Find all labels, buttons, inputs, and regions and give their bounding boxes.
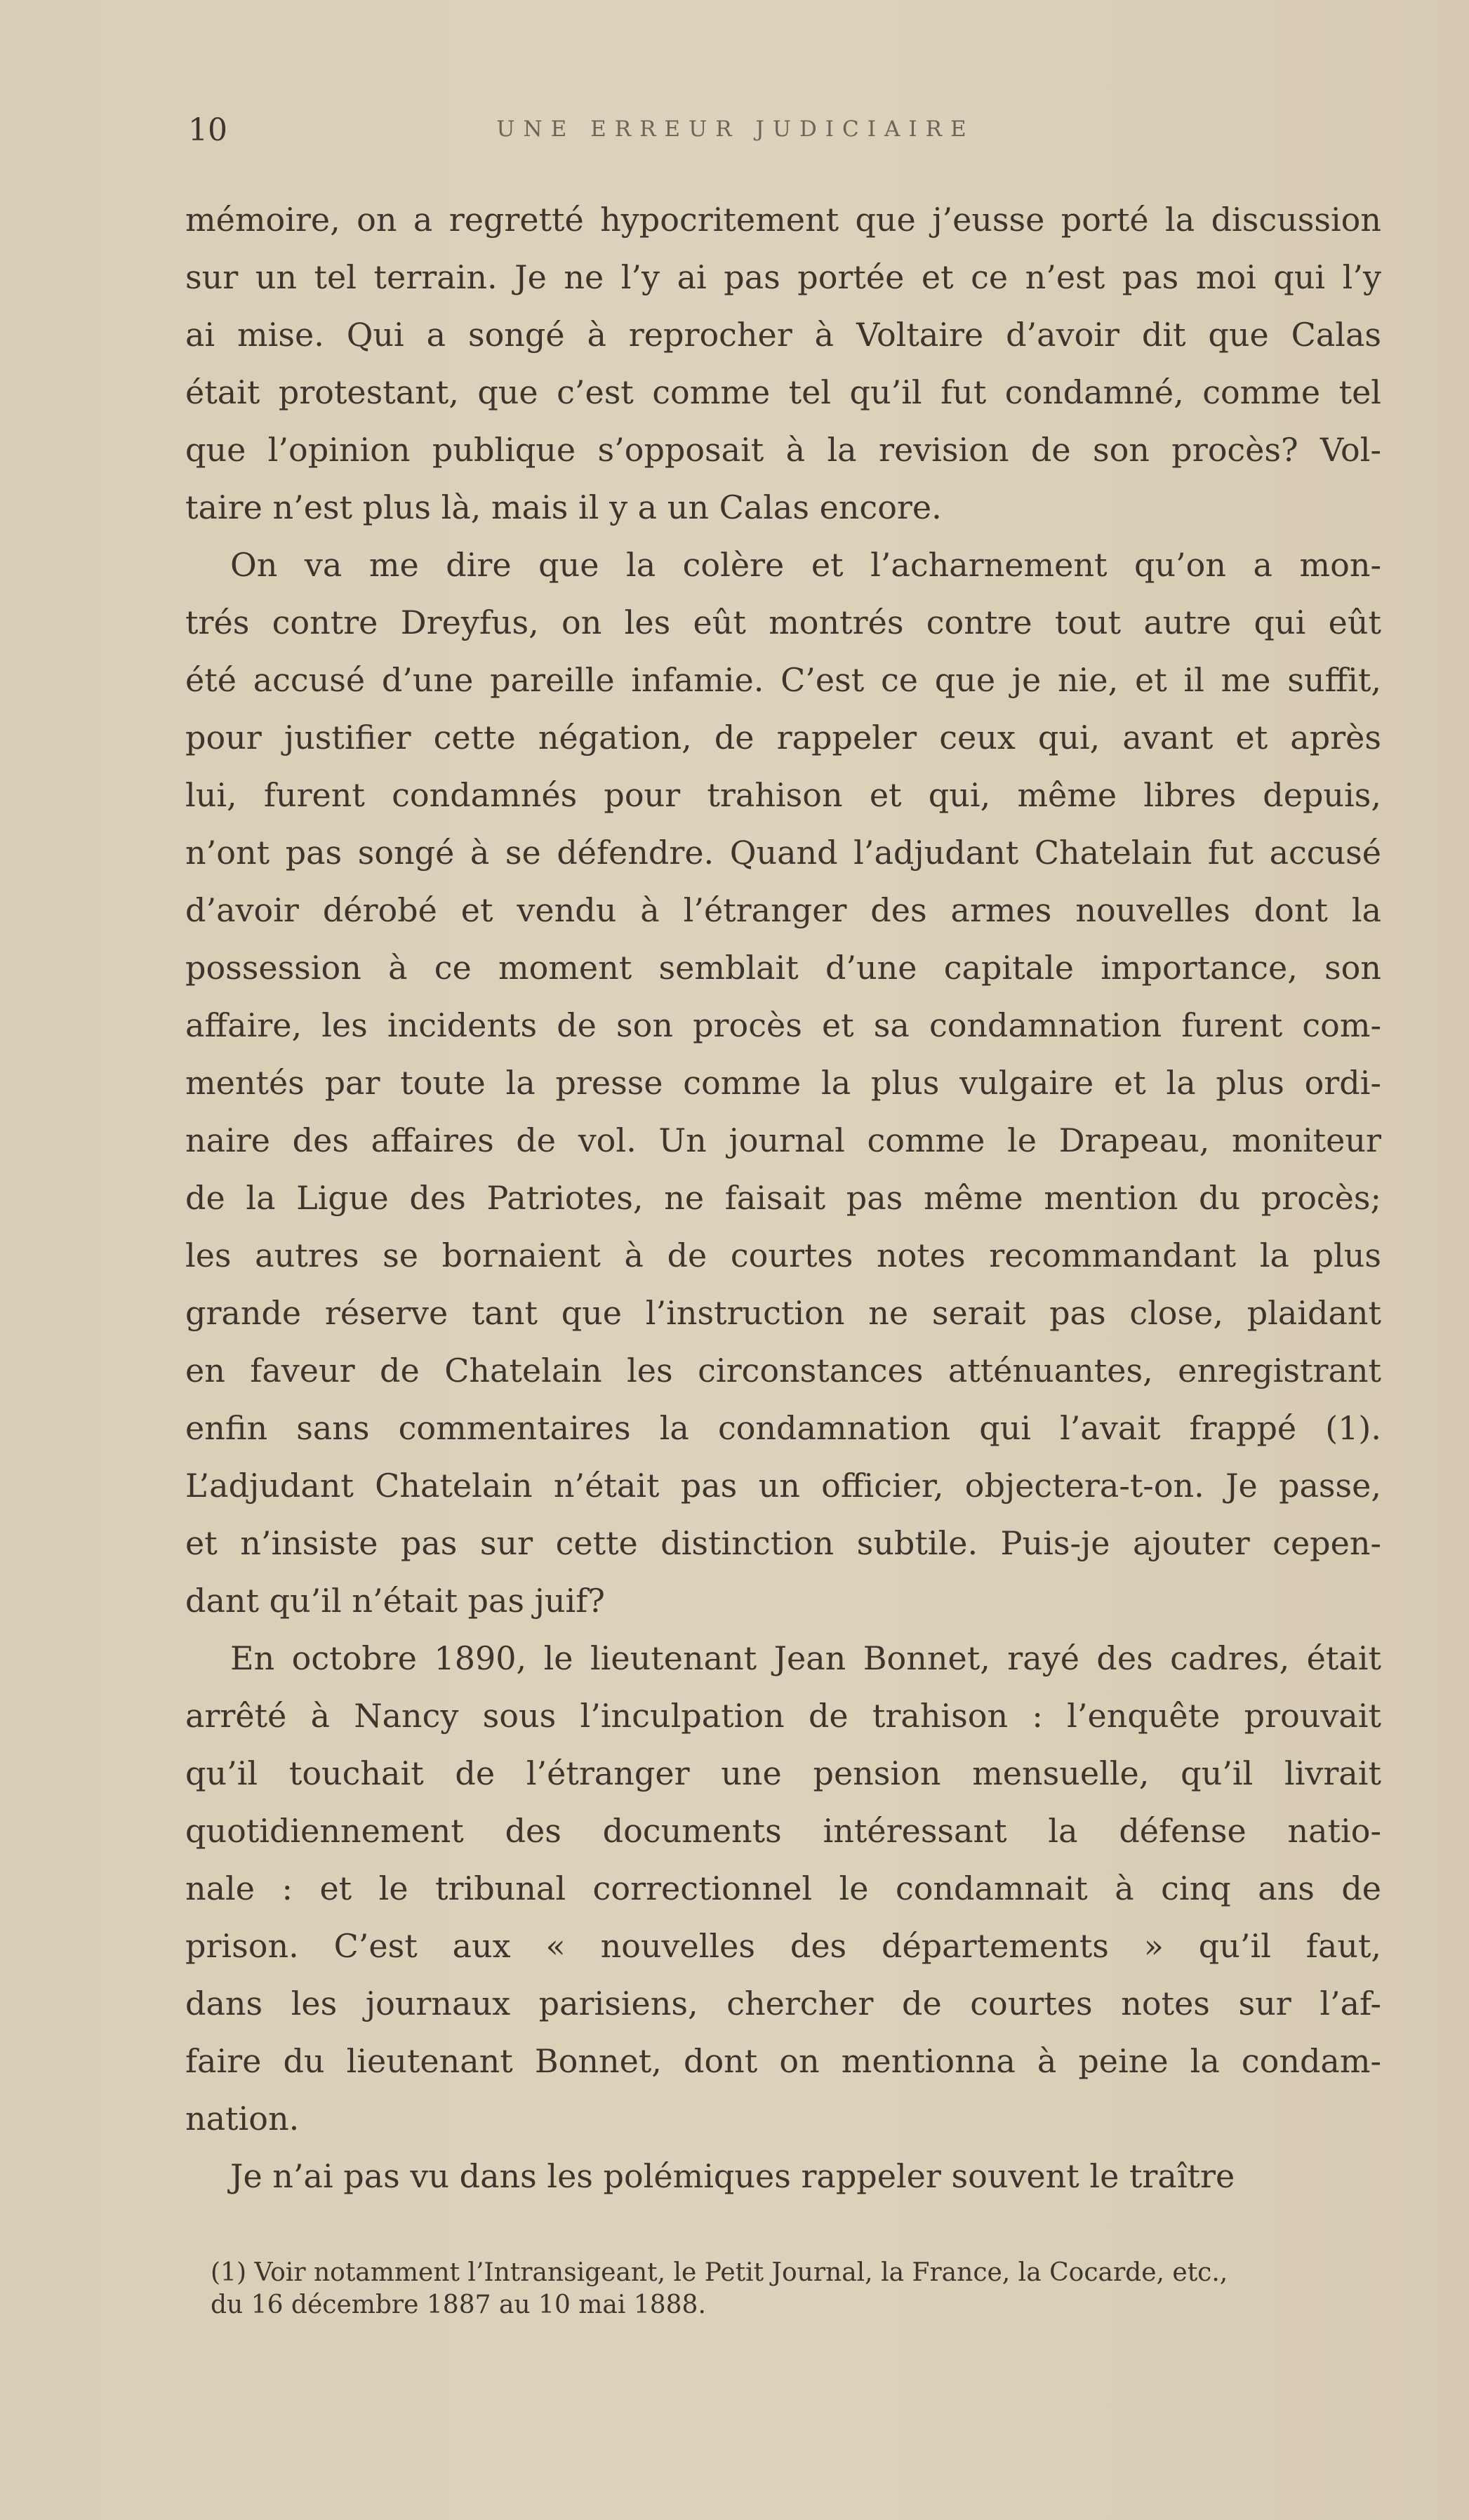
text-line: que l’opinion publique s’opposait à la revision de son procès? Vol- (185, 431, 1381, 469)
text-line: nale : et le tribunal correctionnel le condamnait à cinq ans de (185, 1869, 1381, 1907)
text-line: grande réserve tant que l’instruction ne serait pas close, plaidant (185, 1294, 1381, 1332)
text-line: n’ont pas songé à se défendre. Quand l’adjudant Chatelain fut accusé (185, 834, 1381, 872)
text-line: et n’insiste pas sur cette distinction subtile. Puis-je ajouter cepen- (185, 1524, 1381, 1562)
text-line: naire des affaires de vol. Un journal comme le Drapeau, moniteur (185, 1121, 1381, 1159)
text-line: les autres se bornaient à de courtes notes recommandant la plus (185, 1236, 1381, 1274)
text-line: prison. C’est aux « nouvelles des départements » qu’il faut, (185, 1927, 1381, 1965)
text-line: affaire, les incidents de son procès et sa condamnation furent com- (185, 1006, 1381, 1044)
text-line: On va me dire que la colère et l’acharnement qu’on a mon- (230, 546, 1381, 584)
body-text (185, 191, 1381, 2205)
text-line: faire du lieutenant Bonnet, dont on mentionna à peine la condam- (185, 2042, 1381, 2080)
text-line: mémoire, on a regretté hypocritement que j’eusse porté la discussion (185, 201, 1381, 239)
text-line: nation. (185, 2100, 300, 2138)
page-header (188, 112, 1283, 154)
text-line: trés contre Dreyfus, on les eût montrés contre tout autre qui eût (185, 604, 1381, 641)
text-line: taire n’est plus là, mais il y a un Calas encore. (185, 488, 942, 526)
text-line: en faveur de Chatelain les circonstances atténuantes, enregistrant (185, 1352, 1381, 1389)
text-line: L’adjudant Chatelain n’était pas un officier, objectera-t-on. Je passe, (185, 1467, 1381, 1505)
text-line: sur un tel terrain. Je ne l’y ai pas portée et ce n’est pas moi qui l’y (185, 258, 1381, 296)
running-title: UNE ERREUR JUDICIAIRE (496, 116, 975, 142)
footnote (211, 2257, 1376, 2321)
page-number: 10 (188, 112, 227, 148)
text-line: arrêté à Nancy sous l’inculpation de trahison : l’enquête prouvait (185, 1697, 1381, 1735)
text-line: qu’il touchait de l’étranger une pension mensuelle, qu’il livrait (185, 1754, 1381, 1792)
text-line: enfin sans commentaires la condamnation qui l’avait frappé (1). (185, 1409, 1381, 1447)
text-line: mentés par toute la presse comme la plus vulgaire et la plus ordi- (185, 1064, 1381, 1102)
text-line: En octobre 1890, le lieutenant Jean Bonnet, rayé des cadres, était (230, 1639, 1381, 1677)
text-line: été accusé d’une pareille infamie. C’est ce que je nie, et il me suffit, (185, 661, 1381, 699)
text-line: dans les journaux parisiens, chercher de courtes notes sur l’af- (185, 1985, 1381, 2022)
footnote-line: du 16 décembre 1887 au 10 mai 1888. (211, 2291, 706, 2319)
footnote-line: (1) Voir notamment l’Intransigeant, le Petit Journal, la France, la Cocarde, etc., (211, 2258, 1228, 2287)
text-line: possession à ce moment semblait d’une capitale importance, son (185, 949, 1381, 987)
text-line: dant qu’il n’était pas juif? (185, 1582, 605, 1620)
text-line: lui, furent condamnés pour trahison et qui, même libres depuis, (185, 776, 1381, 814)
text-line: était protestant, que c’est comme tel qu’il fut condamné, comme tel (185, 373, 1381, 411)
text-line: ai mise. Qui a songé à reprocher à Voltaire d’avoir dit que Calas (185, 316, 1381, 354)
text-line: Je n’ai pas vu dans les polémiques rappeler souvent le traître (230, 2157, 1235, 2195)
text-line: quotidiennement des documents intéressant la défense natio- (185, 1812, 1381, 1850)
text-line: d’avoir dérobé et vendu à l’étranger des armes nouvelles dont la (185, 891, 1381, 929)
text-line: pour justifier cette négation, de rappeler ceux qui, avant et après (185, 719, 1381, 756)
text-line: de la Ligue des Patriotes, ne faisait pas même mention du procès; (185, 1179, 1381, 1217)
